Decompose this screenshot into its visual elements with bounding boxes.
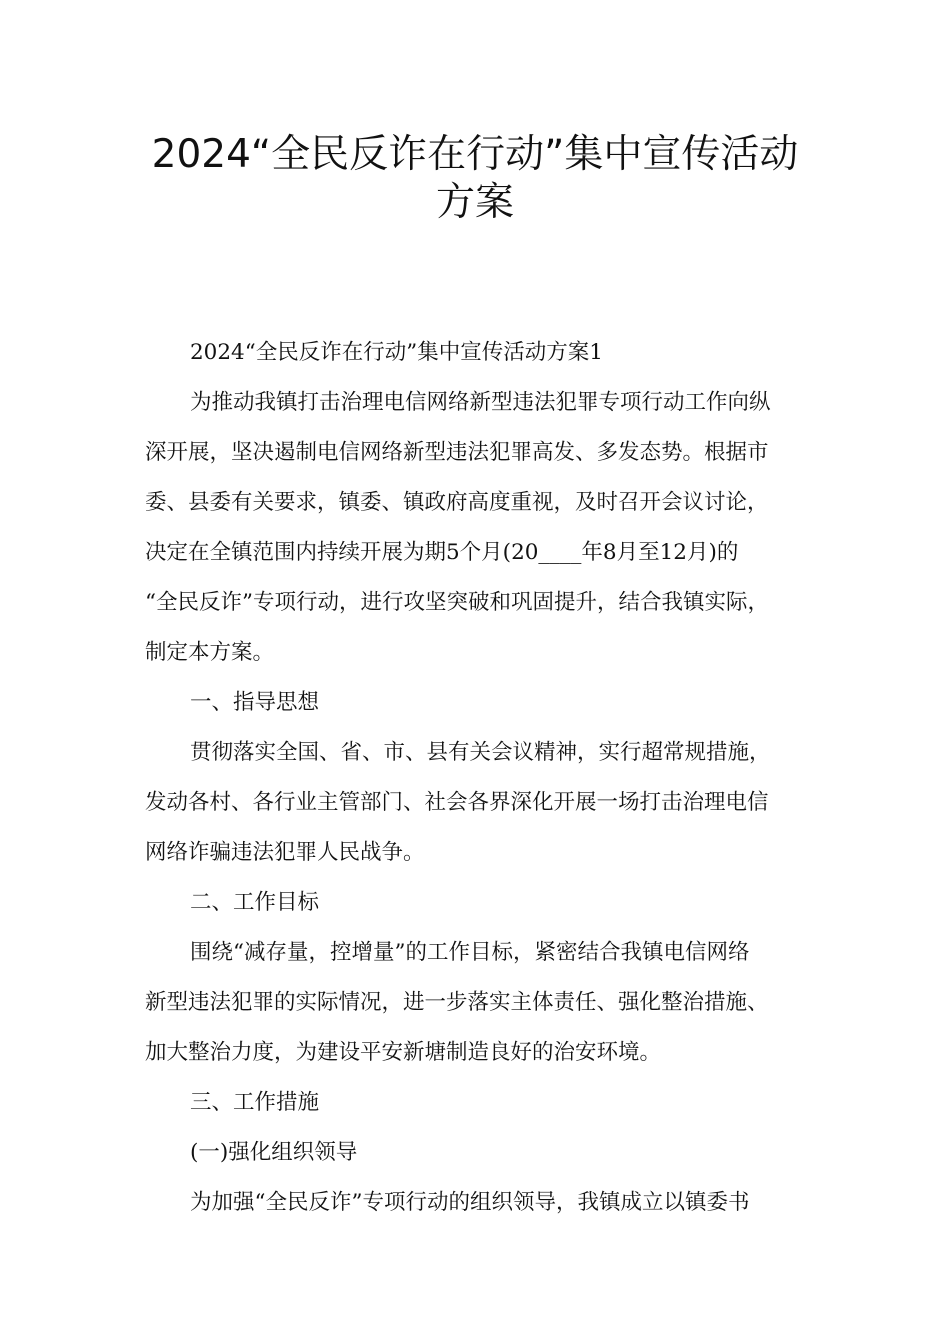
paragraph-line: 新型违法犯罪的实际情况，进一步落实主体责任、强化整治措施、: [145, 990, 769, 1015]
paragraph-line: 制定本方案。: [145, 640, 275, 665]
document-title-continued: 方案: [435, 180, 514, 225]
paragraph-line: 发动各村、各行业主管部门、社会各界深化开展一场打击治理电信: [145, 790, 769, 815]
body-text-block: [145, 328, 835, 1228]
paragraph-line: 为推动我镇打击治理电信网络新型违法犯罪专项行动工作向纵: [190, 390, 771, 415]
paragraph-line: 围绕“减存量，控增量”的工作目标，紧密结合我镇电信网络: [190, 940, 750, 965]
document-title: 2024“全民反诈在行动”集中宣传活动: [151, 132, 799, 177]
paragraph-line: 决定在全镇范围内持续开展为期5个月(20____年8月至12月)的: [145, 540, 739, 565]
paragraph-line: 贯彻落实全国、省、市、县有关会议精神，实行超常规措施，: [190, 740, 771, 765]
paragraph-line: 网络诈骗违法犯罪人民战争。: [145, 840, 425, 865]
paragraph-line: “全民反诈”专项行动，进行攻坚突破和巩固提升，结合我镇实际，: [145, 590, 769, 615]
paragraph-line: 深开展，坚决遏制电信网络新型违法犯罪高发、多发态势。根据市: [145, 440, 769, 465]
section-heading-plan-1: 2024“全民反诈在行动”集中宣传活动方案1: [190, 340, 603, 365]
paragraph-line: 委、县委有关要求，镇委、镇政府高度重视，及时召开会议讨论，: [145, 490, 769, 515]
paragraph-line: 为加强“全民反诈”专项行动的组织领导，我镇成立以镇委书: [190, 1190, 750, 1215]
paragraph-line: 加大整治力度，为建设平安新塘制造良好的治安环境。: [145, 1040, 662, 1065]
section-heading-work-measures: 三、工作措施: [190, 1090, 320, 1115]
subsection-heading: (一)强化组织领导: [190, 1140, 358, 1165]
section-heading-work-goals: 二、工作目标: [190, 890, 320, 915]
section-heading-guiding-ideology: 一、指导思想: [190, 690, 320, 715]
